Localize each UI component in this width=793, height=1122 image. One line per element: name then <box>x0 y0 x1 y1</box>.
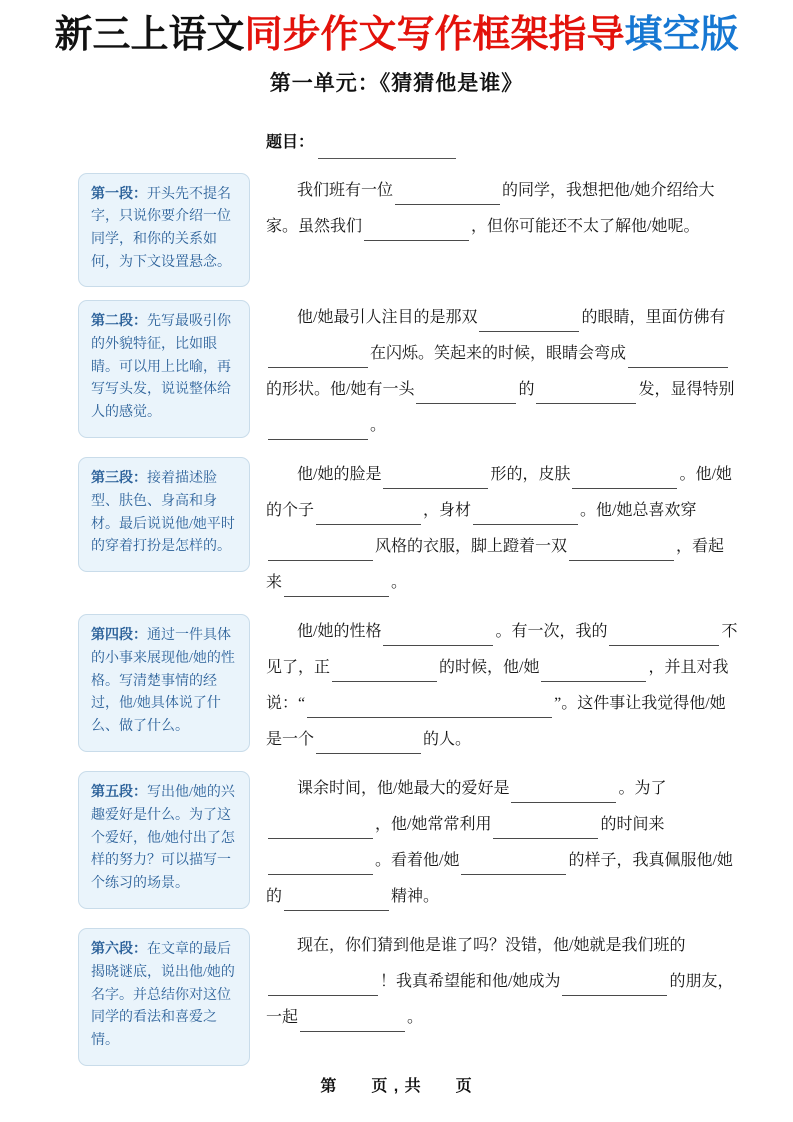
title-part-blue: 填空版 <box>624 14 739 56</box>
paragraph <box>266 300 739 444</box>
paragraph-text: 课余时间，他/她最大的爱好是 <box>297 780 510 798</box>
paragraph-text: 。 <box>391 574 408 592</box>
paragraph-text: 风格的衣服，脚上蹬着一双 <box>375 538 568 556</box>
hint-body: 先写最吸引你的外貌特征，比如眼睛。可以用上比喻，再写写头发，说说整体给人的感觉。 <box>91 314 231 421</box>
paragraph-text: 的形状。他/她有一头 <box>266 381 415 399</box>
fill-in-blank <box>268 343 368 368</box>
paragraph-text: 发，显得特别 <box>638 381 735 399</box>
hint-box <box>78 928 250 1065</box>
paragraph-text: 现在，你们猜到他是谁了吗？没错，他/她就是我们班的 <box>297 937 686 955</box>
fill-in-blank <box>572 464 677 489</box>
paragraph-text: 他/她的性格 <box>297 623 382 641</box>
hint-body: 开头先不提名字，只说你要介绍一位同学，和你的关系如何，为下文设置悬念。 <box>91 186 231 270</box>
fill-in-blank <box>284 886 389 911</box>
hint-title: 第六段： <box>91 942 147 958</box>
paragraph-text: 我们班有一位 <box>297 181 394 199</box>
title-part-black: 新三上语文 <box>54 14 245 56</box>
fill-in-blank <box>268 850 373 875</box>
topic-blank-line <box>318 136 456 159</box>
hint-title: 第五段： <box>91 785 147 801</box>
hint-title: 第二段： <box>91 314 147 330</box>
hint-body: 接着描述脸型、肤色、身高和身材。最后说说他/她平时的穿着打扮是怎样的。 <box>91 471 235 555</box>
hint-box <box>78 173 250 288</box>
fill-in-blank <box>416 379 516 404</box>
paragraph-text: 。为了 <box>618 780 667 798</box>
fill-in-blank <box>493 814 598 839</box>
fill-in-blank <box>461 850 566 875</box>
paragraph-text: 的人。 <box>423 731 472 749</box>
paragraph-text: ，但你可能还不太了解他/她呢。 <box>471 217 700 235</box>
section-row <box>78 173 739 288</box>
paragraph-text: 。有一次，我的 <box>495 623 608 641</box>
hint-box <box>78 457 250 572</box>
paragraph-text: 的眼睛，里面仿佛有 <box>581 309 726 327</box>
fill-in-blank <box>300 1007 405 1032</box>
paragraph <box>266 173 739 288</box>
paragraph-text: 不见了，正 <box>266 623 738 677</box>
fill-in-blank <box>268 971 378 996</box>
fill-in-blank <box>473 500 578 525</box>
fill-in-blank <box>479 307 579 332</box>
fill-in-blank <box>562 971 667 996</box>
paragraph-text: 。看着他/她 <box>375 852 460 870</box>
paragraph <box>266 928 739 1065</box>
fill-in-blank <box>268 536 373 561</box>
page-footer: 第 页 , 共 页 <box>320 1078 473 1095</box>
fill-in-blank <box>364 216 469 241</box>
hint-title: 第一段： <box>91 186 147 202</box>
paragraph-text: ”。这件事让我觉得他/她是一个 <box>266 695 726 749</box>
paragraph-text: 形的，皮肤 <box>490 466 571 484</box>
fill-in-blank <box>383 464 488 489</box>
paragraph-text: ，并且对我说：“ <box>266 659 729 713</box>
hint-box <box>78 614 250 751</box>
title-part-red: 同步作文写作框架指导 <box>244 14 625 56</box>
paragraph <box>266 614 739 758</box>
section-row <box>78 457 739 601</box>
paragraph-text: 的朋友，一起 <box>266 973 734 1027</box>
unit-subtitle: 第一单元：《猜猜他是谁》 <box>269 70 524 95</box>
paragraph-text: 他/她的脸是 <box>297 466 382 484</box>
paragraph-text: 的时候，他/她 <box>439 659 540 677</box>
fill-in-blank <box>383 621 493 646</box>
fill-in-blank <box>395 180 500 205</box>
section-row <box>78 771 739 915</box>
fill-in-blank <box>268 415 368 440</box>
topic-row <box>266 129 793 159</box>
paragraph-text: 的同学，我想把他/她介绍给大家。虽然我们 <box>266 181 715 235</box>
sections-container <box>0 173 793 1066</box>
fill-in-blank <box>541 657 646 682</box>
paragraph <box>266 457 739 601</box>
paragraph-text: ，身材 <box>423 502 472 520</box>
paragraph-text: ，他/她常常利用 <box>375 816 492 834</box>
fill-in-blank <box>628 343 728 368</box>
paragraph-text: 精神。 <box>391 888 440 906</box>
fill-in-blank <box>316 500 421 525</box>
paragraph-text: 。 <box>370 417 387 435</box>
fill-in-blank <box>307 693 552 718</box>
fill-in-blank <box>316 729 421 754</box>
paragraph-text: 的时间来 <box>600 816 665 834</box>
fill-in-blank <box>569 536 674 561</box>
hint-box <box>78 771 250 908</box>
paragraph <box>266 771 739 915</box>
paragraph-text: ！我真希望能和他/她成为 <box>380 973 561 991</box>
paragraph-text: 的 <box>518 381 535 399</box>
paragraph-text: 。 <box>407 1009 424 1027</box>
paragraph-text: 。他/她总喜欢穿 <box>580 502 697 520</box>
fill-in-blank <box>268 814 373 839</box>
fill-in-blank <box>609 621 719 646</box>
paragraph-text: ，看起来 <box>266 538 725 592</box>
fill-in-blank <box>536 379 636 404</box>
fill-in-blank <box>332 657 437 682</box>
hint-body: 写出他/她的兴趣爱好是什么。为了这个爱好，他/她付出了怎样的努力？可以描写一个练习的场景。 <box>91 785 235 892</box>
paragraph-text: 。他/她的个子 <box>266 466 732 520</box>
hint-title: 第四段： <box>91 628 147 644</box>
paragraph-text: 他/她最引人注目的是那双 <box>297 309 478 327</box>
fill-in-blank <box>284 572 389 597</box>
topic-label: 题目： <box>266 133 315 151</box>
page-title <box>0 0 793 58</box>
fill-in-blank <box>511 778 616 803</box>
section-row <box>78 300 739 444</box>
paragraph-text: 在闪烁。笑起来的时候，眼睛会弯成 <box>370 345 627 363</box>
section-row <box>78 614 739 758</box>
section-row <box>78 928 739 1065</box>
hint-body: 在文章的最后揭晓谜底，说出他/她的名字。并总结你对这位同学的看法和喜爱之情。 <box>91 942 235 1049</box>
hint-box <box>78 300 250 437</box>
hint-body: 通过一件具体的小事来展现他/她的性格。写清楚事情的经过，他/她具体说了什么、做了什么。 <box>91 628 235 735</box>
paragraph-text: 的样子，我真佩服他/她的 <box>266 852 733 906</box>
hint-title: 第三段： <box>91 471 147 487</box>
